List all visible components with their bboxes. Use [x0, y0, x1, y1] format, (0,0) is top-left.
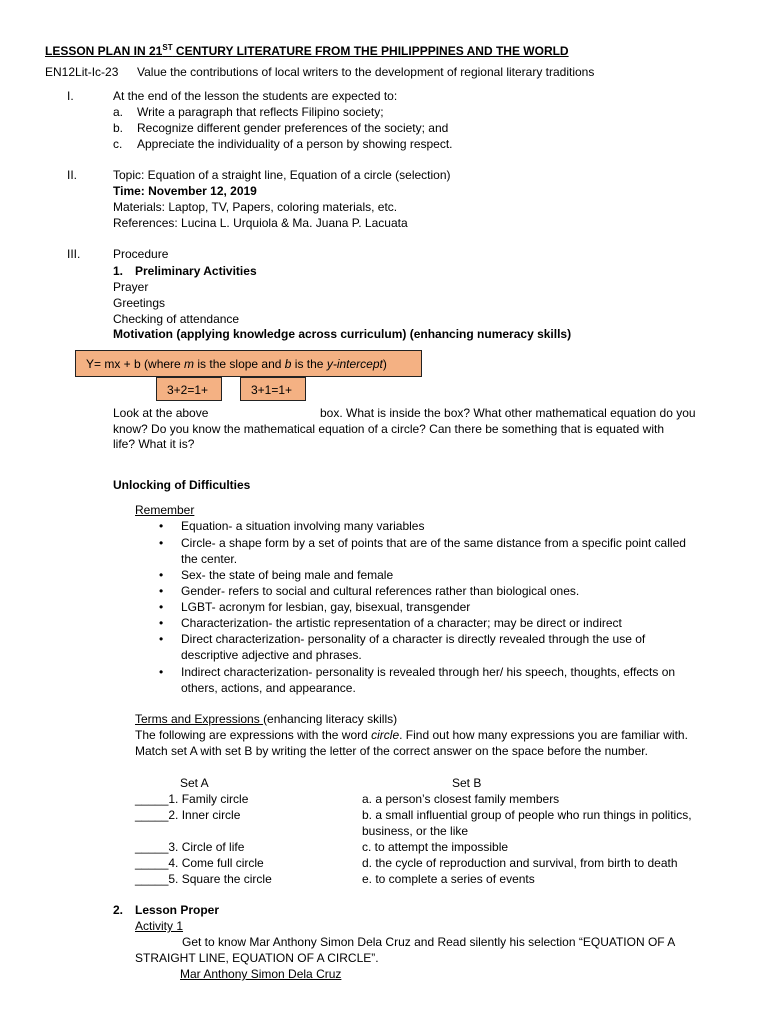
item-attendance: Checking of attendance	[113, 312, 240, 326]
term-direct-cont: descriptive adjective and phrases.	[181, 648, 362, 662]
set-a-item-1: _____1. Family circle	[135, 792, 249, 806]
item-greetings: Greetings	[113, 296, 166, 310]
competency-text: Value the contributions of local writers to the development of regional literary traditions	[137, 65, 595, 79]
term-indirect-cont: others, actions, and appearance.	[181, 681, 356, 695]
procedure-heading: Procedure	[113, 247, 169, 261]
set-b-item-d: d. the cycle of reproduction and survival, from birth to death	[362, 856, 678, 870]
competency-code: EN12Lit-Ic-23	[45, 65, 119, 79]
look-line-1a: Look at the above	[113, 406, 209, 420]
term-gender: Gender- refers to social and cultural references rather than biological ones.	[181, 584, 580, 598]
bullet-dot: •	[159, 536, 164, 550]
terms-instruction-2: Match set A with set B by writing the letter of the correct answer on the space before the number.	[135, 744, 648, 758]
set-b-heading: Set B	[452, 776, 482, 790]
equation-box-1: 3+2=1+	[156, 377, 222, 401]
prelim-number: 1.	[113, 264, 124, 278]
author-name: Mar Anthony Simon Dela Cruz	[180, 967, 342, 981]
document-title: LESSON PLAN IN 21ST CENTURY LITERATURE FROM THE PHILIPPPINES AND THE WORLD	[45, 43, 569, 58]
set-b-item-a: a. a person’s closest family members	[362, 792, 560, 806]
set-a-item-3: _____3. Circle of life	[135, 840, 245, 854]
look-line-1b: box. What is inside the box? What other mathematical equation do you	[320, 406, 696, 420]
objective-c-letter: c.	[113, 137, 123, 151]
motivation: Motivation (applying knowledge across curriculum) (enhancing numeracy skills)	[113, 327, 572, 341]
bullet-dot: •	[159, 568, 164, 582]
set-b-item-e: e. to complete a series of events	[362, 872, 535, 886]
formula-box: Y= mx + b (where m is the slope and b is the y-intercept)	[75, 350, 422, 377]
term-direct: Direct characterization- personality of a character is directly revealed through the use of	[181, 632, 646, 646]
references: References: Lucina L. Urquiola & Ma. Juana P. Lacuata	[113, 216, 408, 230]
bullet-dot: •	[159, 632, 164, 646]
term-circle-cont: the center.	[181, 552, 238, 566]
section-1-numeral: I.	[67, 89, 74, 103]
activity-1-line-2: STRAIGHT LINE, EQUATION OF A CIRCLE”.	[135, 951, 379, 965]
set-b-item-c: c. to attempt the impossible	[362, 840, 509, 854]
equation-box-2: 3+1=1+	[240, 377, 306, 401]
set-a-item-4: _____4. Come full circle	[135, 856, 264, 870]
look-line-2: know? Do you know the mathematical equation of a circle? Can there be something that is equated with	[113, 422, 664, 436]
look-line-3: life? What it is?	[113, 437, 195, 451]
activity-1-heading: Activity 1	[135, 919, 184, 933]
set-b-item-b: b. a small influential group of people who run things in politics,	[362, 808, 692, 822]
materials: Materials: Laptop, TV, Papers, coloring materials, etc.	[113, 200, 398, 214]
bullet-dot: •	[159, 584, 164, 598]
time: Time: November 12, 2019	[113, 184, 257, 198]
prelim-heading: Preliminary Activities	[135, 264, 257, 278]
set-a-item-2: _____2. Inner circle	[135, 808, 241, 822]
lesson-proper-number: 2.	[113, 903, 124, 917]
unlocking-heading: Unlocking of Difficulties	[113, 478, 251, 492]
term-indirect: Indirect characterization- personality is revealed through her/ his speech, thoughts, effects on	[181, 665, 676, 679]
section-3-numeral: III.	[67, 247, 81, 261]
bullet-dot: •	[159, 665, 164, 679]
activity-1-line-1: Get to know Mar Anthony Simon Dela Cruz and Read silently his selection “EQUATION OF A	[182, 935, 676, 949]
set-a-heading: Set A	[180, 776, 209, 790]
objective-b-letter: b.	[113, 121, 124, 135]
term-circle: Circle- a shape form by a set of points that are of the same distance from a specific point called	[181, 536, 686, 550]
terms-heading: Terms and Expressions (enhancing literacy skills)	[135, 712, 398, 726]
topic: Topic: Equation of a straight line, Equation of a circle (selection)	[113, 168, 451, 182]
bullet-dot: •	[159, 519, 164, 533]
bullet-dot: •	[159, 616, 164, 630]
objective-b: Recognize different gender preferences of the society; and	[137, 121, 449, 135]
term-sex: Sex- the state of being male and female	[181, 568, 394, 582]
set-a-item-5: _____5. Square the circle	[135, 872, 272, 886]
objective-a-letter: a.	[113, 105, 124, 119]
objective-c: Appreciate the individuality of a person by showing respect.	[137, 137, 453, 151]
terms-instruction-1: The following are expressions with the word circle. Find out how many expressions you are familiar with.	[135, 728, 688, 742]
term-equation: Equation- a situation involving many variables	[181, 519, 425, 533]
section-2-numeral: II.	[67, 168, 78, 182]
objectives-intro: At the end of the lesson the students are expected to:	[113, 89, 398, 103]
lesson-proper-heading: Lesson Proper	[135, 903, 220, 917]
objective-a: Write a paragraph that reflects Filipino society;	[137, 105, 384, 119]
term-characterization: Characterization- the artistic representation of a character; may be direct or indirect	[181, 616, 622, 630]
remember-heading: Remember	[135, 503, 195, 517]
term-lgbt: LGBT- acronym for lesbian, gay, bisexual, transgender	[181, 600, 471, 614]
set-b-item-b-cont: business, or the like	[362, 824, 469, 838]
item-prayer: Prayer	[113, 280, 149, 294]
bullet-dot: •	[159, 600, 164, 614]
